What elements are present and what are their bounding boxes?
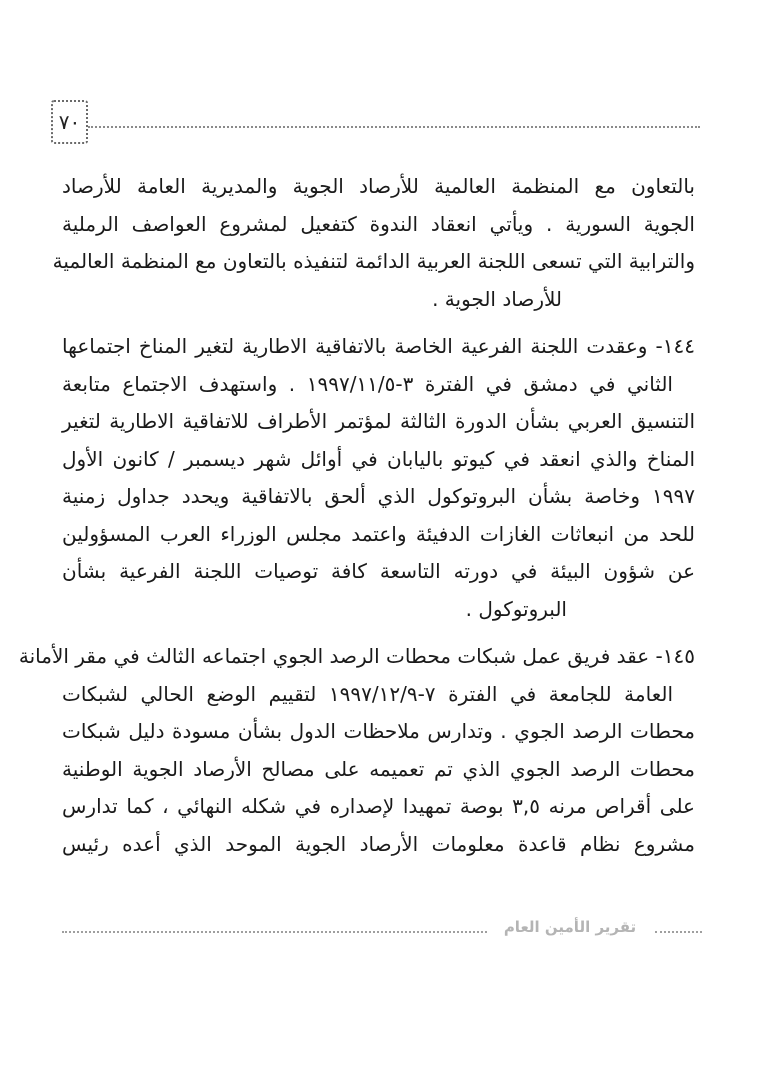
text-line: ١٩٩٧ وخاصة بشأن البروتوكول الذي ألحق بالاتفاقية ويحدد جداول زمنية	[62, 484, 695, 508]
text-line: محطات الرصد الجوي . وتدارس ملاحظات الدول بشأن مسودة دليل شبكات	[62, 719, 695, 743]
text-line: الثاني في دمشق في الفترة ٣-١٩٩٧/١١/٥ . واستهدف الاجتماع متابعة	[62, 371, 673, 396]
text-line: بالتعاون مع المنظمة العالمية للأرصاد الجوية والمديرية العامة للأرصاد	[62, 174, 695, 198]
paragraph-144	[62, 328, 695, 628]
text-line: مشروع نظام قاعدة معلومات الأرصاد الجوية الموحد الذي أعده رئيس	[62, 831, 695, 856]
text-line: الجوية السورية . ويأتي انعقاد الندوة كتفعيل لمشروع العواصف الرملية	[62, 211, 695, 236]
page-number: ٧٠	[58, 110, 81, 134]
text-line: للحد من انبعاثات الغازات الدفيئة واعتمد مجلس الوزراء العرب المسؤولين	[62, 521, 695, 546]
text-line: العامة للجامعة في الفترة ٧-١٩٩٧/١٢/٩ لتقييم الوضع الحالي لشبكات	[62, 681, 673, 706]
footer-dotted-rule-right	[655, 931, 702, 933]
paragraph-intro	[52, 168, 695, 318]
header-dotted-rule	[88, 126, 700, 128]
text-line: البروتوكول .	[465, 596, 567, 621]
text-line: والترابية التي تسعى اللجنة العربية الدائمة لتنفيذه بالتعاون مع المنظمة العالمية	[52, 249, 695, 273]
text-line: على أقراص مرنه ٣,٥ بوصة تمهيدا لإصداره في شكله النهائي ، كما تدارس	[62, 794, 695, 818]
paragraph-145	[18, 638, 695, 863]
text-line: ١٤٥- عقد فريق عمل شبكات محطات الرصد الجوي اجتماعه الثالث في مقر الأمانة	[18, 644, 695, 668]
text-line: محطات الرصد الجوي الذي تم تعميمه على مصالح الأرصاد الجوية الوطنية	[62, 756, 695, 781]
body-text	[18, 168, 695, 873]
footer-watermark: تقرير الأمين العام	[503, 918, 637, 936]
text-line: المناخ والذي انعقد في كيوتو باليابان في أوائل شهر ديسمبر / كانون الأول	[62, 446, 695, 471]
page-number-box	[51, 100, 88, 144]
text-line: للأرصاد الجوية .	[432, 286, 562, 311]
footer-dotted-rule-left	[62, 931, 487, 933]
text-line: ١٤٤- وعقدت اللجنة الفرعية الخاصة بالاتفاقية الاطارية لتغير المناخ اجتماعها	[62, 334, 695, 358]
text-line: التنسيق العربي بشأن الدورة الثالثة لمؤتمر الأطراف للاتفاقية الاطارية لتغير	[62, 409, 695, 433]
text-line: عن شؤون البيئة في دورته التاسعة كافة توصيات اللجنة الفرعية بشأن	[62, 559, 695, 583]
